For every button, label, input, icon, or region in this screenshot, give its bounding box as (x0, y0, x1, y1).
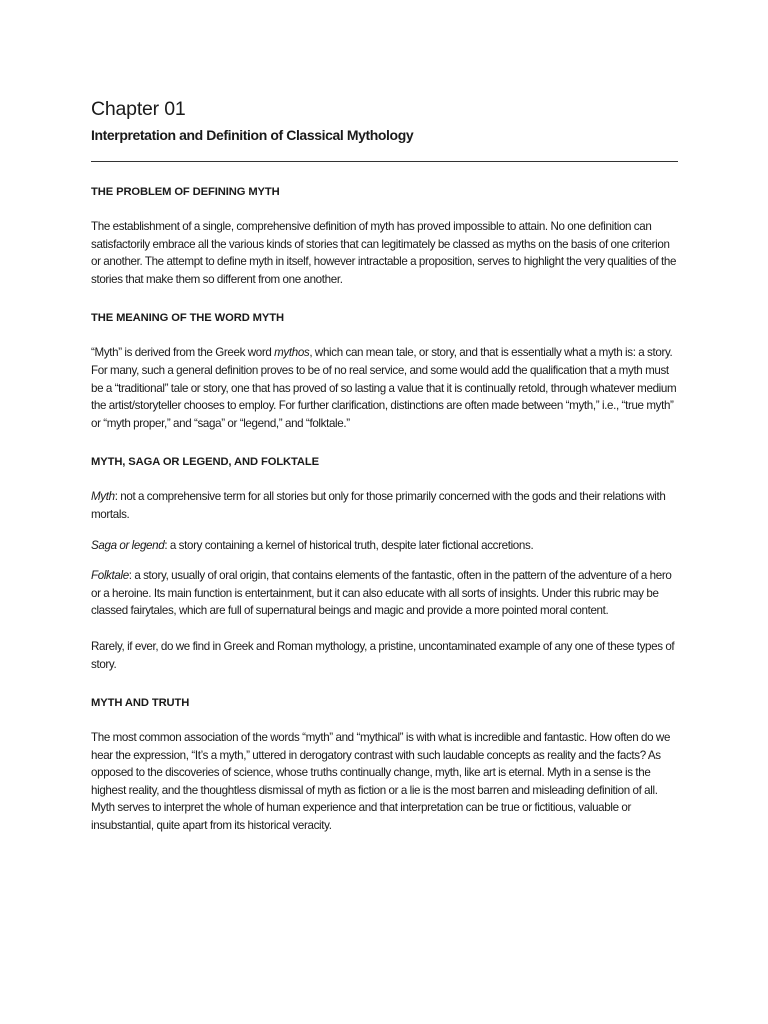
folktale-definition-text: : a story, usually of oral origin, that contains elements of the fantastic, often in the pattern of the adventure of a hero or a heroine. Its main function is entertainment, but it can also educate with all sorts of insights. Under this rubric may be classed fairytales, which are full of supernatural beings and magic and provide a more pointed moral content. (91, 569, 672, 618)
section-heading-problem: THE PROBLEM OF DEFINING MYTH (91, 186, 280, 198)
folktale-term: Folktale (91, 569, 129, 583)
meaning-text-after: , which can mean tale, or story, and that is essentially what a myth is: a story. For many, such a general definition proves to be of no real service, and some would add the qualification that a myth must be a “traditional” tale or story, one that has proved of so lasting a value that it is continually retold, through whatever medium the artist/storyteller chooses to employ. For further clarification, distinctions are often made between “myth,” i.e., “true myth” or “myth proper,” and “saga” or “legend,” and “folktale.” (91, 346, 677, 430)
saga-definition (91, 537, 681, 555)
rarely-paragraph: Rarely, if ever, do we find in Greek and Roman mythology, a pristine, uncontaminated example of any one of these types of story. (91, 639, 675, 671)
chapter-title: Chapter 01 (91, 98, 186, 120)
meaning-text-before: “Myth” is derived from the Greek word (91, 346, 275, 360)
saga-term: Saga or legend (91, 538, 165, 552)
title-divider (91, 161, 678, 162)
section-heading-types: MYTH, SAGA OR LEGEND, AND FOLKTALE (91, 456, 320, 469)
document-page (91, 96, 681, 835)
meaning-paragraph (91, 344, 681, 432)
folktale-definition (91, 567, 681, 620)
myth-definition-text: : not a comprehensive term for all stories but only for those primarily concerned with the gods and their relations with mortals. (91, 490, 666, 521)
section-heading-truth: MYTH AND TRUTH (91, 697, 190, 710)
problem-paragraph: The establishment of a single, comprehensive definition of myth has proved impossible to attain. No one definition can satisfactorily embrace all the various kinds of stories that can legitimately be classed as myths on the basis of one criterion or another. The attempt to define myth in itself, however intractable a proposition, serves to highlight the very qualities of the stories that make them so different from one another. (91, 220, 677, 286)
section-heading-meaning: THE MEANING OF THE WORD MYTH (91, 312, 284, 325)
myth-term: Myth (91, 490, 115, 504)
mythos-term: mythos (274, 346, 310, 360)
myth-definition (91, 488, 681, 523)
chapter-subtitle: Interpretation and Definition of Classical Mythology (91, 127, 414, 143)
saga-definition-text: : a story containing a kernel of historical truth, despite later fictional accretions. (164, 538, 534, 552)
truth-paragraph: The most common association of the words “myth” and “mythical” is with what is incredible and fantastic. How often do we hear the expression, “It’s a myth,” uttered in derogatory contrast with such laudable concepts as reality and the facts? As opposed to the discoveries of science, whose truths continually change, myth, like art is eternal. Myth in a sense is the highest reality, and the thoughtless dismissal of myth as fiction or a lie is the most barren and misleading definition of all. Myth serves to interpret the whole of human experience and that interpretation can be true or fictitious, valuable or insubstantial, quite apart from its historical veracity. (91, 731, 671, 833)
